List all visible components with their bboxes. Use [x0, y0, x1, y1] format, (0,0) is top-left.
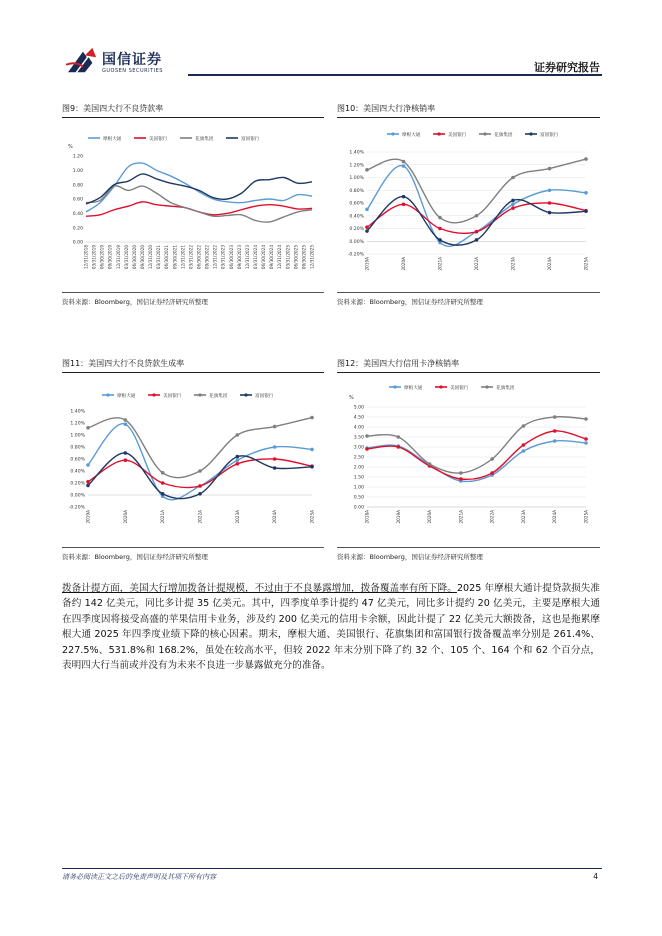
fig10-top-rule — [337, 117, 600, 118]
data-point — [124, 422, 128, 426]
x-tick-label: 12/31/2023 — [244, 245, 250, 270]
fig12-chart — [337, 375, 600, 545]
data-point — [438, 238, 442, 242]
legend-marker — [198, 393, 201, 396]
company-name-cn: 国信证券 — [102, 52, 162, 68]
x-tick-label: 06/30/2024 — [261, 245, 267, 270]
legend-label: 摩根大通 — [402, 133, 421, 138]
y-tick-label: 2.50 — [353, 455, 364, 461]
data-point — [161, 492, 165, 496]
x-tick-label: 2022A — [474, 257, 479, 271]
legend-label: 花旗集团 — [195, 137, 214, 142]
data-point — [161, 471, 165, 475]
x-tick-label: 2021A — [160, 510, 166, 524]
legend-marker — [152, 393, 155, 396]
x-tick-label: 2021A — [458, 510, 464, 524]
y-tick-label: 1.00 — [72, 168, 83, 174]
x-tick-label: 2025A — [583, 257, 589, 271]
fig11-source: 资料来源：Bloomberg，国信证券经济研究所整理 — [62, 553, 208, 561]
y-tick-label: 4.50 — [353, 415, 364, 421]
x-tick-label: 03/31/2024 — [253, 245, 258, 270]
y-tick-label: 1.40% — [349, 150, 364, 156]
fig10-chart — [337, 120, 600, 290]
fig12-source: 资料来源：Bloomberg，国信证券经济研究所整理 — [337, 553, 483, 561]
data-point — [553, 429, 557, 433]
data-point — [310, 416, 314, 420]
x-tick-label: 09/30/2023 — [236, 245, 242, 270]
data-point — [438, 216, 442, 220]
data-point — [548, 188, 552, 192]
y-tick-label: 3.00 — [353, 445, 364, 451]
fig9-title: 图9：美国四大行不良贷款率 — [62, 104, 164, 113]
x-tick-label: 03/31/2021 — [156, 245, 162, 270]
y-tick-label: 0.80% — [70, 445, 85, 451]
x-tick-label: 06/30/2020 — [131, 245, 137, 270]
y-tick-label: 0.20% — [349, 227, 364, 233]
x-tick-label: 12/31/2024 — [277, 245, 283, 270]
data-point — [584, 209, 588, 213]
x-tick-label: 09/30/2022 — [204, 245, 210, 270]
data-point — [511, 176, 515, 180]
data-point — [396, 445, 400, 449]
x-tick-label: 12/31/2025 — [309, 245, 315, 270]
x-tick-label: 06/30/2021 — [164, 245, 170, 270]
data-point — [522, 443, 526, 447]
paragraph-body: 2025 年摩根大通计提贷款损失准备约 142 亿美元，同比多计提 35 亿美元。其中，四季度单季计提约 47 亿美元，同比多计提约 20 亿美元，主要是摩根大通在四季度因将接受高盛的苹果信用卡业务，涉及约 200 亿美元的信用卡余额，因此计提了 22 亿美元大额拨备，这也是拖累摩根大通 2025 年四季度业绩下降的核心因素。期末，摩根大通、美国银行、花旗集团和富国银行拨备覆盖率分别是 261.4%、227.5%、531.8%和 168.2%，虽处在较高水平，但较 2022 年末分别下降了约 32 个、105 个、164 个和 62 个百分点，表明四大行当前或并没有为未来不良进一步暴露做充分的准备。 — [62, 583, 601, 672]
x-tick-label: 2020A — [122, 510, 128, 524]
y-tick-label: 0.60% — [349, 201, 364, 207]
data-point — [584, 417, 588, 421]
data-point — [161, 481, 165, 485]
y-axis-unit: % — [349, 395, 354, 401]
data-point — [198, 469, 202, 473]
x-tick-label: 12/31/2022 — [212, 245, 218, 270]
data-point — [522, 424, 526, 428]
legend-label: 花旗集团 — [494, 133, 513, 138]
data-point — [124, 451, 128, 455]
series-line-0 — [88, 424, 312, 500]
data-point — [86, 484, 90, 488]
y-tick-label: 0.00% — [70, 493, 85, 499]
data-point — [548, 201, 552, 205]
fig12-title: 图12：美国四大行信用卡净核销率 — [337, 359, 460, 368]
y-axis-unit: % — [68, 144, 73, 150]
y-tick-label: 0.40% — [349, 214, 364, 220]
data-point — [310, 465, 314, 469]
x-tick-label: 09/30/2019 — [107, 245, 113, 270]
y-tick-label: 0.50 — [353, 495, 364, 501]
data-point — [236, 433, 240, 437]
legend-label: 富国银行 — [540, 133, 559, 138]
data-point — [86, 480, 90, 484]
footer-rule — [62, 868, 602, 869]
data-point — [438, 227, 442, 231]
legend-label: 花旗集团 — [209, 394, 228, 399]
x-tick-label: 2021A — [437, 257, 443, 271]
fig11-chart — [62, 375, 324, 545]
x-tick-label: 03/31/2023 — [220, 245, 226, 270]
data-point — [365, 434, 369, 438]
x-tick-label: 2024A — [272, 510, 278, 524]
legend-marker — [485, 385, 488, 388]
legend-label: 美国银行 — [163, 394, 182, 399]
legend-marker — [529, 132, 532, 135]
y-tick-label: 0.20% — [70, 481, 85, 487]
data-point — [365, 168, 369, 172]
data-point — [273, 445, 277, 449]
legend-marker — [437, 132, 440, 135]
y-tick-label: 5.00 — [353, 405, 364, 411]
x-tick-label: 06/30/2025 — [293, 245, 299, 270]
report-type: 证券研究报告 — [534, 61, 600, 74]
data-point — [402, 164, 406, 168]
data-point — [236, 462, 240, 466]
legend-marker — [483, 132, 486, 135]
series-line-2 — [367, 417, 586, 473]
data-point — [553, 439, 557, 443]
x-tick-label: 03/31/2025 — [285, 245, 291, 270]
data-point — [511, 199, 515, 203]
x-tick-label: 2018A — [364, 510, 370, 524]
x-tick-label: 12/31/2020 — [148, 245, 154, 270]
legend-label: 美国银行 — [448, 133, 467, 138]
y-tick-label: 1.00% — [70, 433, 85, 439]
y-tick-label: 0.20 — [72, 226, 83, 232]
y-tick-label: 3.50 — [353, 435, 364, 441]
y-tick-label: 1.40% — [70, 409, 85, 415]
data-point — [459, 477, 463, 481]
legend-marker — [244, 393, 247, 396]
fig9-bottom-rule — [62, 292, 324, 293]
data-point — [365, 447, 369, 451]
company-name-en: GUOSEN SECURITIES — [102, 68, 163, 74]
data-point — [86, 426, 90, 430]
legend-label: 美国银行 — [149, 137, 168, 142]
x-tick-label: 09/30/2025 — [301, 245, 307, 270]
data-point — [273, 466, 277, 470]
legend-marker — [391, 132, 394, 135]
data-point — [396, 435, 400, 439]
data-point — [236, 455, 240, 459]
legend-label: 富国银行 — [255, 394, 274, 399]
data-point — [490, 457, 494, 461]
data-point — [198, 492, 202, 496]
guosen-logo-icon — [64, 46, 102, 76]
x-tick-label: 2022A — [489, 510, 495, 524]
y-tick-label: 0.60 — [72, 197, 83, 203]
legend-label: 摩根大通 — [103, 137, 122, 142]
data-point — [402, 160, 406, 164]
data-point — [124, 418, 128, 422]
data-point — [584, 157, 588, 161]
x-tick-label: 2023A — [520, 510, 526, 524]
x-tick-label: 12/31/2018 — [83, 245, 89, 270]
data-point — [402, 202, 406, 206]
fig12-bottom-rule — [337, 547, 600, 548]
y-tick-label: -0.20% — [68, 505, 85, 511]
x-tick-label: 03/31/2022 — [188, 245, 194, 270]
data-point — [522, 449, 526, 453]
y-tick-label: 1.20 — [72, 154, 83, 160]
series-line-1 — [88, 459, 312, 488]
fig10-source: 资料来源：Bloomberg，国信证券经济研究所整理 — [337, 298, 483, 306]
data-point — [548, 167, 552, 171]
x-tick-label: 2024A — [547, 257, 552, 271]
legend-label: 摩根大通 — [404, 386, 423, 391]
x-tick-label: 2020A — [401, 257, 406, 271]
data-point — [475, 238, 479, 242]
x-tick-label: 2023A — [234, 510, 240, 524]
x-tick-label: 2025A — [583, 510, 589, 524]
legend-label: 摩根大通 — [117, 394, 136, 399]
y-tick-label: 1.20% — [70, 421, 85, 427]
x-tick-label: 09/30/2021 — [172, 245, 178, 270]
y-tick-label: 2.00 — [353, 465, 364, 471]
y-tick-label: 4.00 — [353, 425, 364, 431]
fig9-source: 资料来源：Bloomberg，国信证券经济研究所整理 — [62, 298, 208, 306]
data-point — [365, 225, 369, 229]
data-point — [365, 229, 369, 233]
data-point — [86, 463, 90, 467]
footer-disclaimer: 请务必阅读正文之后的免责声明及其项下所有内容 — [62, 873, 216, 881]
legend-marker — [439, 385, 442, 388]
data-point — [402, 195, 406, 199]
x-tick-label: 12/31/2021 — [180, 245, 186, 270]
y-tick-label: 0.60% — [70, 457, 85, 463]
x-tick-label: 09/30/2020 — [140, 245, 145, 270]
fig10-bottom-rule — [337, 292, 600, 293]
data-point — [198, 484, 202, 488]
legend-label: 美国银行 — [450, 386, 469, 391]
legend-label: 花旗集团 — [496, 386, 515, 391]
fig9-chart — [62, 120, 324, 290]
x-tick-label: 03/31/2020 — [123, 245, 129, 270]
y-tick-label: 0.80% — [349, 188, 364, 194]
x-tick-label: 2022A — [197, 510, 203, 524]
y-tick-label: 1.50 — [353, 475, 364, 481]
data-point — [511, 202, 515, 206]
legend-marker — [393, 385, 396, 388]
data-point — [459, 471, 463, 475]
x-tick-label: 12/31/2019 — [115, 245, 121, 270]
x-tick-label: 2025A — [309, 510, 315, 524]
data-point — [475, 230, 479, 234]
data-point — [584, 437, 588, 441]
data-point — [365, 208, 369, 212]
x-tick-label: 2020A — [427, 510, 433, 524]
data-point — [475, 214, 479, 218]
x-tick-label: 06/30/2023 — [228, 245, 234, 270]
x-tick-label: 2024A — [552, 510, 558, 524]
body-paragraph — [62, 581, 600, 673]
fig11-top-rule — [62, 372, 324, 373]
x-tick-label: 06/30/2019 — [99, 245, 105, 270]
data-point — [553, 415, 557, 419]
y-tick-label: 0.40% — [70, 469, 85, 475]
x-tick-label: 2023A — [510, 257, 516, 271]
x-tick-label: 06/30/2022 — [196, 245, 202, 270]
y-tick-label: -0.20% — [347, 252, 364, 258]
y-tick-label: 0.00 — [353, 505, 364, 511]
data-point — [273, 457, 277, 461]
series-line-1 — [367, 203, 586, 233]
y-tick-label: 0.00% — [349, 239, 364, 245]
y-tick-label: 1.00% — [349, 176, 364, 182]
data-point — [428, 462, 432, 466]
data-point — [273, 425, 277, 429]
y-tick-label: 0.80 — [72, 183, 83, 189]
fig10-title: 图10：美国四大行净核销率 — [337, 104, 436, 113]
data-point — [584, 441, 588, 445]
data-point — [124, 458, 128, 462]
page-number: 4 — [593, 872, 598, 881]
x-tick-label: 09/30/2024 — [269, 245, 275, 270]
fig11-title: 图11：美国四大行不良贷款生成率 — [62, 359, 185, 368]
x-tick-label: 2019A — [364, 257, 370, 271]
x-tick-label: 2019A — [85, 510, 91, 524]
paragraph-lead: 拨备计提方面，美国大行增加拨备计提规模，不过由于不良暴露增加，拨备覆盖率有所下降。 — [62, 583, 457, 594]
y-tick-label: 1.20% — [349, 163, 364, 169]
legend-marker — [106, 393, 109, 396]
fig12-top-rule — [337, 372, 600, 373]
y-tick-label: 0.00 — [72, 240, 83, 246]
y-tick-label: 0.40 — [72, 211, 83, 217]
data-point — [548, 211, 552, 215]
data-point — [236, 458, 240, 462]
data-point — [310, 448, 314, 452]
fig11-bottom-rule — [62, 547, 324, 548]
x-tick-label: 03/31/2019 — [91, 245, 97, 270]
data-point — [490, 471, 494, 475]
legend-label: 富国银行 — [241, 137, 260, 142]
header-rule — [188, 74, 602, 76]
x-tick-label: 2019A — [395, 510, 401, 524]
y-tick-label: 1.00 — [353, 485, 364, 491]
data-point — [584, 191, 588, 195]
fig9-top-rule — [62, 117, 324, 118]
series-line-1 — [86, 202, 312, 216]
data-point — [511, 206, 515, 210]
